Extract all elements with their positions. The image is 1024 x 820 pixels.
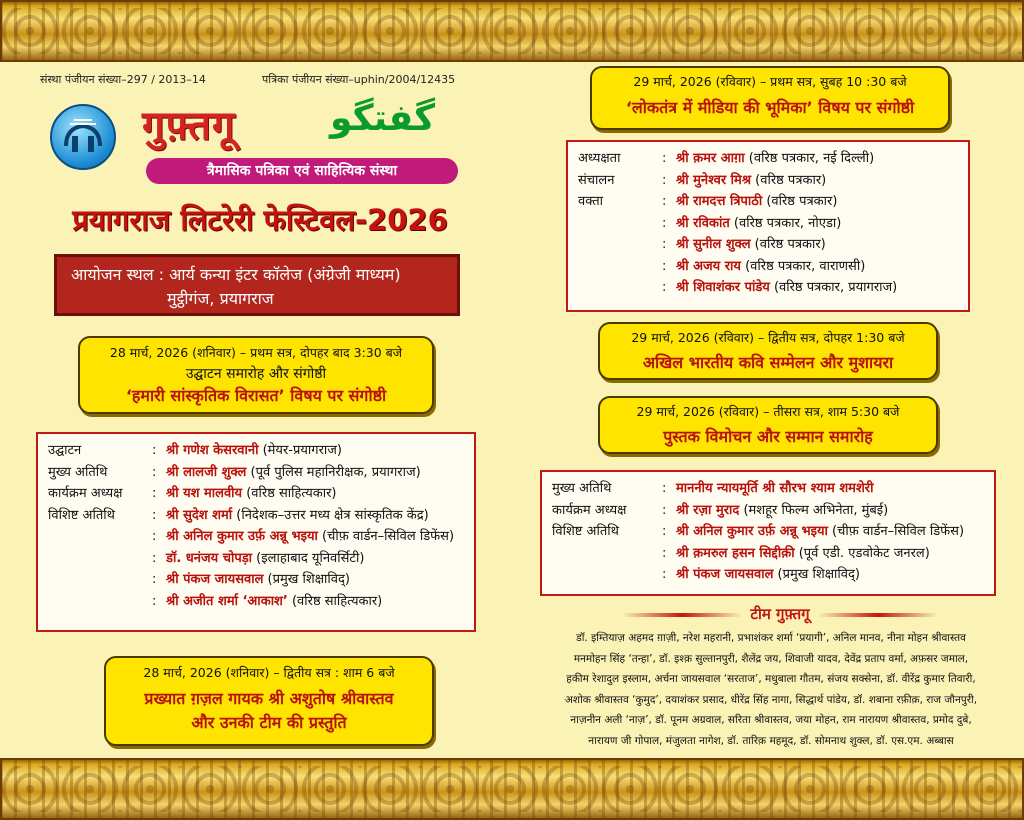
guest-role: मुख्य अतिथि — [48, 464, 108, 480]
guest-designation: (प्रमुख शिक्षाविद्) — [263, 572, 350, 587]
role-separator: : — [662, 215, 667, 231]
decorative-top-border — [0, 0, 1024, 62]
guest-detail — [676, 500, 888, 522]
brand-name-hindi: गुफ़्तगू — [142, 103, 236, 149]
guest-role: वक्ता — [578, 194, 603, 209]
guest-row — [48, 462, 464, 484]
team-members — [528, 628, 1014, 751]
guest-row — [578, 191, 958, 213]
session-2-performer: प्रख्यात ग़ज़ल गायक श्री अशुतोष श्रीवास्तव — [144, 689, 394, 708]
team-line: अशोक श्रीवास्तव ‘कुमुद’, दयाशंकर प्रसाद, धीरेंद्र सिंह नागा, सिद्धार्थ पांडेय, डॉ. शबाना रफ़ीक़, राज जौनपुरी, — [564, 693, 978, 706]
session-2-performance: और उनकी टीम की प्रस्तुति — [191, 713, 347, 732]
team-line: नारायण जी गोपाल, मंजुलता नागेश, डॉ. तारिक़ महमूद, डॉ. सोमनाथ शुक्ल, डॉ. एस.एम. अब्बास — [588, 734, 954, 747]
guest-detail — [166, 526, 454, 548]
guest-role: विशिष्ट अतिथि — [552, 524, 619, 539]
guest-role — [578, 256, 662, 278]
session-2-time: 28 मार्च, 2026 (शनिवार) – द्वितीय सत्र : शाम 6 बजे — [143, 665, 395, 680]
guest-name: श्री रविकांत — [676, 215, 730, 231]
session-5-banner — [598, 396, 938, 454]
role-separator: : — [662, 502, 667, 518]
role-separator: : — [152, 550, 157, 566]
guest-row — [552, 500, 984, 522]
guest-detail — [676, 543, 930, 565]
guest-row — [552, 564, 984, 586]
session-4-time: 29 मार्च, 2026 (रविवार) – द्वितीय सत्र, दोपहर 1:30 बजे — [631, 330, 905, 345]
guest-designation: (मशहूर फिल्म अभिनेता, मुंबई) — [739, 502, 889, 518]
guest-role: संचालन — [578, 172, 615, 188]
guest-designation: (वरिष्ठ साहित्यकार) — [287, 593, 383, 609]
guest-name: माननीय न्यायमूर्ति श्री सौरभ श्याम शमशेरी — [676, 481, 874, 496]
guest-designation: (इलाहाबाद यूनिवर्सिटी) — [252, 550, 365, 566]
guest-name: श्री रामदत्त त्रिपाठी — [676, 194, 763, 209]
guest-row — [552, 543, 984, 565]
role-separator: : — [662, 258, 667, 274]
role-separator: : — [152, 529, 157, 544]
guest-role — [578, 277, 662, 299]
guest-row — [578, 256, 958, 278]
session-1-banner — [78, 336, 434, 414]
guest-role — [48, 548, 152, 570]
guest-name: श्री सुदेश शर्मा — [166, 507, 233, 523]
guest-detail — [676, 191, 837, 213]
guest-row — [48, 569, 464, 591]
guest-row — [578, 170, 958, 192]
guest-name: श्री सुनील शुक्ल — [676, 237, 751, 252]
role-separator: : — [662, 567, 667, 582]
session-2-banner — [104, 656, 434, 746]
session-5-time: 29 मार्च, 2026 (रविवार) – तीसरा सत्र, शाम 5:30 बजे — [636, 404, 900, 419]
guest-row — [552, 521, 984, 543]
guest-role — [48, 569, 152, 591]
guest-detail — [676, 148, 874, 170]
venue-box — [54, 254, 460, 316]
role-separator: : — [662, 172, 667, 188]
guest-name: डॉ. धनंजय चोपड़ा — [166, 550, 253, 566]
magazine-registration: पत्रिका पंजीयन संख्या–uphin/2004/12435 — [262, 73, 456, 86]
guest-name: श्री शिवाशंकर पांडेय — [676, 280, 770, 295]
guest-role: कार्यक्रम अध्यक्ष — [552, 502, 627, 518]
guest-row — [578, 148, 958, 170]
guest-detail — [166, 505, 429, 527]
guest-name: श्री पंकज जायसवाल — [676, 567, 774, 582]
guest-role — [578, 213, 662, 235]
guest-role — [578, 234, 662, 256]
role-separator: : — [662, 545, 667, 561]
venue-line-2: मुट्ठीगंज, प्रयागराज — [167, 289, 274, 308]
guest-role — [48, 591, 152, 613]
team-line: मनमोहन सिंह ‘तन्हा’, डॉ. इश्क़ सुल्तानपुरी, शैलेंद्र जय, शिवाजी यादव, देवेंद्र प्रताप वर्मा, अफ़सर जमाल, — [573, 652, 969, 665]
guest-row — [552, 478, 984, 500]
role-separator: : — [152, 443, 157, 458]
guest-role — [552, 564, 662, 586]
guest-name: श्री क़मरुल हसन सिद्दीक़ी — [676, 545, 795, 561]
guest-row — [48, 440, 464, 462]
session-3-topic: ‘लोकतंत्र में मीडिया की भूमिका’ विषय पर संगोष्ठी — [625, 98, 915, 117]
session-1-guest-list — [36, 432, 476, 632]
guest-row — [48, 526, 464, 548]
guest-designation: (मेयर-प्रयागराज) — [258, 443, 343, 458]
guest-detail — [676, 521, 964, 543]
guest-detail — [166, 569, 350, 591]
decorative-bottom-border — [0, 758, 1024, 820]
role-separator: : — [662, 194, 667, 209]
guest-designation: (पूर्व एडी. एडवोकेट जनरल) — [794, 545, 930, 561]
guest-detail — [676, 564, 860, 586]
guest-name: श्री अजय राय — [676, 258, 741, 274]
guest-name: श्री रज़ा मुराद — [676, 502, 740, 518]
guest-row — [48, 548, 464, 570]
role-separator: : — [662, 524, 667, 539]
guest-designation: (वरिष्ठ पत्रकार) — [750, 237, 826, 252]
guest-role: उद्घाटन — [48, 443, 82, 458]
guest-designation: (वरिष्ठ पत्रकार) — [751, 172, 827, 188]
session-3-banner — [590, 66, 950, 130]
guest-designation: (प्रमुख शिक्षाविद्) — [773, 567, 860, 582]
brand-name-urdu: گفتگو — [330, 98, 436, 139]
guest-row — [48, 591, 464, 613]
session-5-event: पुस्तक विमोचन और सम्मान समारोह — [663, 427, 873, 446]
guest-designation: (चीफ़ वार्डन–सिविल डिफेंस) — [827, 524, 965, 539]
role-separator: : — [152, 572, 157, 587]
tagline: त्रैमासिक पत्रिका एवं साहित्यिक संस्था — [146, 158, 458, 184]
guest-detail — [166, 483, 336, 505]
guest-name: श्री यश मालवीय — [166, 486, 243, 501]
team-line: डॉ. इम्तियाज़ अहमद ग़ाज़ी, नरेश महरानी, प्रभाशंकर शर्मा ‘प्रयागी’, अनिल मानव, नीना मोहन श्रीवास्तव — [576, 632, 966, 644]
guest-name: श्री गणेश केसरवानी — [166, 443, 259, 458]
guest-designation: (वरिष्ठ साहित्यकार) — [242, 486, 337, 501]
role-separator: : — [152, 593, 157, 609]
session-1-time: 28 मार्च, 2026 (शनिवार) – प्रथम सत्र, दोपहर बाद 3:30 बजे — [109, 345, 403, 360]
guest-designation: (पूर्व पुलिस महानिरीक्षक, प्रयागराज) — [246, 464, 421, 480]
role-separator: : — [662, 151, 667, 166]
guest-row — [48, 483, 464, 505]
session-4-event: अखिल भारतीय कवि सम्मेलन और मुशायरा — [642, 353, 894, 372]
guest-detail — [676, 256, 865, 278]
team-line: हकीम रेशादुल इस्लाम, अर्चना जायसवाल ‘सरताज’, मधुबाला गौतम, संजय सक्सेना, डॉ. वीरेंद्र कुमार तिवारी, — [566, 673, 976, 685]
guest-name: श्री अजीत शर्मा ‘आकाश’ — [166, 593, 288, 609]
guest-role: विशिष्ट अतिथि — [48, 507, 115, 523]
role-separator: : — [152, 464, 157, 480]
guest-name: श्री लालजी शुक्ल — [166, 464, 247, 480]
role-separator: : — [152, 507, 157, 523]
guest-name: श्री अनिल कुमार उर्फ़ अन्नू भइया — [166, 529, 318, 544]
guest-detail — [166, 591, 382, 613]
guest-row — [578, 213, 958, 235]
guest-designation: (वरिष्ठ पत्रकार, प्रयागराज) — [769, 280, 898, 295]
guest-detail — [166, 462, 421, 484]
guest-designation: (वरिष्ठ पत्रकार) — [762, 194, 838, 209]
session-3-time: 29 मार्च, 2026 (रविवार) – प्रथम सत्र, सुबह 10 :30 बजे — [633, 74, 907, 89]
guest-name: श्री पंकज जायसवाल — [166, 572, 264, 587]
society-registration: संस्था पंजीयन संख्या–297 / 2013–14 — [40, 73, 206, 86]
guest-name: श्री क़मर आग़ा — [676, 151, 745, 166]
session-1-topic: ‘हमारी सांस्कृतिक विरासत’ विषय पर संगोष्ठी — [125, 386, 387, 405]
venue-line-1: आयोजन स्थल : आर्य कन्या इंटर कॉलेज (अंग्रेजी माध्यम) — [71, 265, 401, 284]
guest-role: मुख्य अतिथि — [552, 481, 612, 496]
guest-role — [552, 543, 662, 565]
session-1-event: उद्घाटन समारोह और संगोष्ठी — [185, 366, 327, 382]
role-separator: : — [662, 280, 667, 295]
guest-name: श्री मुनेश्वर मिश्र — [676, 172, 752, 188]
guest-role: कार्यक्रम अध्यक्ष — [48, 486, 123, 501]
role-separator: : — [662, 481, 667, 496]
session-5-guest-list — [540, 470, 996, 596]
guest-detail — [166, 440, 342, 462]
session-3-speaker-list — [566, 140, 970, 312]
guest-designation: (वरिष्ठ पत्रकार, नोएडा) — [729, 215, 842, 231]
guest-detail — [676, 234, 826, 256]
team-line: नाज़नीन अली ‘नाज़’, डॉ. पूनम अग्रवाल, सरिता श्रीवास्तव, जया मोहन, राम नारायण श्रीवास्तव, प्रमोद दुबे, — [570, 714, 972, 726]
guest-row — [578, 277, 958, 299]
logo-icon — [50, 104, 116, 170]
festival-title: प्रयागराज लिटरेरी फेस्टिवल-2026 — [72, 203, 448, 237]
guest-detail — [676, 478, 873, 500]
guest-name: श्री अनिल कुमार उर्फ़ अन्नू भइया — [676, 524, 828, 539]
guest-detail — [166, 548, 364, 570]
guest-designation: (वरिष्ठ पत्रकार, वाराणसी) — [740, 258, 866, 274]
guest-detail — [676, 170, 826, 192]
guest-designation: (निदेशक–उत्तर मध्य क्षेत्र सांस्कृतिक केंद्र) — [232, 507, 429, 523]
guest-row — [578, 234, 958, 256]
team-title: टीम गुफ़्तगू — [560, 604, 1000, 624]
session-4-banner — [598, 322, 938, 380]
guest-designation: (चीफ़ वार्डन–सिविल डिफेंस) — [317, 529, 455, 544]
guest-designation: (वरिष्ठ पत्रकार, नई दिल्ली) — [744, 151, 875, 166]
role-separator: : — [152, 486, 157, 501]
guest-row — [48, 505, 464, 527]
role-separator: : — [662, 237, 667, 252]
guest-role: अध्यक्षता — [578, 151, 621, 166]
guest-detail — [676, 213, 841, 235]
guest-detail — [676, 277, 897, 299]
guest-role — [48, 526, 152, 548]
